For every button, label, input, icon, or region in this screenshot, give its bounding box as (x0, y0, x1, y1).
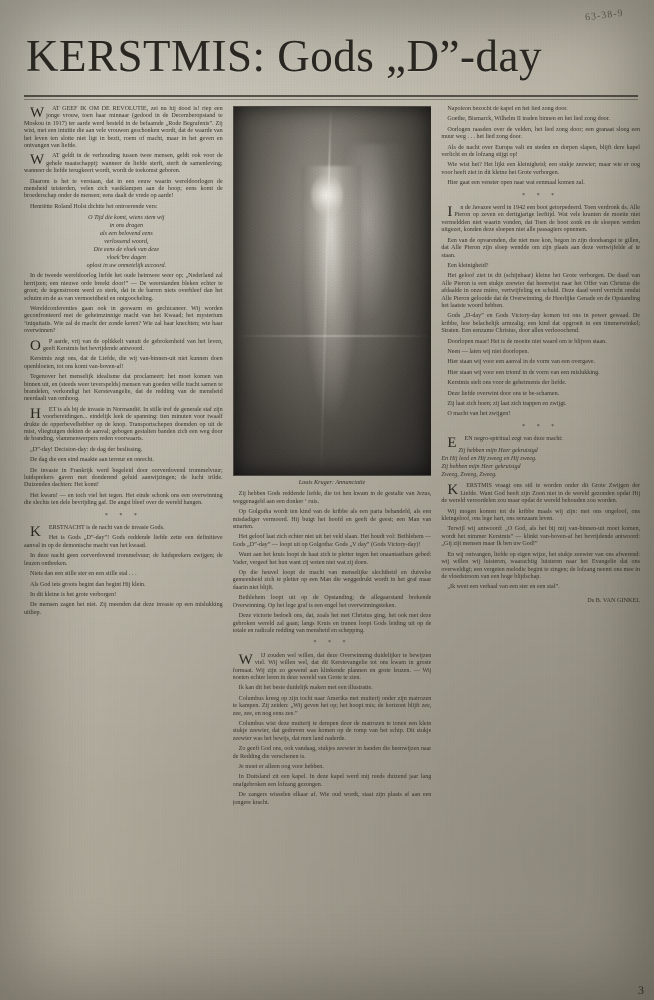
paragraph: „D”-day! Decision-day: de dag der beslissing. (30, 446, 143, 453)
poem-line: oplost in uw onmetelijk accoord. (86, 263, 167, 270)
drop-cap: E (447, 435, 457, 452)
poem-line: verlossend woord, (104, 239, 149, 246)
paragraph: Op die heuvel loopt de macht van menselijke slechtheid en duivelse gemeenheid zich te pletter op een Man die weggedrukt wordt in het graf maar daarin niet blijft. (232, 570, 432, 591)
paragraph: Het geloof laat zich echter niet uit het veld slaan. Het houdt vol: Bethlehem — Gods „D”-day” — loopt uit op Golgotha: Gods „V day” (Gods Victory-day)! (232, 534, 432, 548)
paragraph: Hier gaat een venster open naar wat eenmaal komen zal. (447, 180, 585, 187)
paragraph-with-dropcap: W AT GEEF IK OM DE REVOLUTIE, zei nu hij dood is! riep een jonge vrouw, toen haar minnaar (gedood in de Decemberopstand te Moskou in 1917) ter aarde werd besteld in de befaamde „Rode Begrafenis”. Zij wist, met een intuïtie die aan vele vrouwen geschonken wordt, dat de waarde van het leven ten slotte niet ligt in bezit, roem of macht, maar in het geven en ontvangen van liefde. (24, 106, 223, 150)
paragraph: Wie wist het? Het lijkt een kleinigheid; een stukje zeewier; maar wie er oog voor heeft ziet in dit kleine het Grote verborgen. (441, 162, 641, 176)
song-line: Zij hebben mijn Heer gekruisigd (441, 464, 521, 471)
annunciation-photo (233, 106, 432, 476)
photo-figure (233, 106, 432, 486)
paragraph: Als God iets groots begint dan begint Hij klein. (30, 581, 146, 588)
paragraph: De dag die een eind maakte aan terreur en onrecht. (30, 457, 154, 464)
article-columns (24, 106, 640, 976)
headline-rule (24, 95, 638, 97)
headline-rule-secondary (24, 99, 638, 100)
drop-cap: O (30, 337, 41, 354)
column-two-body (233, 491, 432, 807)
page-number: 3 (638, 983, 644, 997)
paragraph: De zangers wisselen elkaar af. Wie oud wordt, staat zijn plaats af aan een jongere kracht. (232, 792, 432, 806)
poem-line: O Tijd die komt, wiens stem wij (88, 215, 165, 222)
paragraph: Ik kan dit het beste duidelijk maken met een illustratie. (238, 685, 373, 692)
paragraph: In deze nacht geen oorverdovend trommelvuur; de luidsprekers zwijgen; de leuzen ontbreken. (24, 553, 223, 567)
paragraph: Je moet er alleen oog voor hebben. (238, 764, 324, 770)
paragraph: Een van de opvarenden, die niet mee kon, begon in zijn doodsangst te gillen, dat Alle Pieron zijn sloep wendde om zijn plaats aan deze vertwijfelde af te staan. (441, 237, 641, 259)
poem-verse (24, 214, 223, 270)
paragraph: Kerstmis zegt ons, dat de Liefde, die wij van-binnen-uit niet kunnen doen openbloeien, tot ons komt van-boven-af! (24, 356, 223, 370)
song-line: Zweeg, Zweeg, Zweeg. (441, 472, 497, 479)
paragraph: Goethe, Bismarck, Wilhelm II traden binnen en het lied zong door. (447, 116, 610, 123)
paragraph: Kerstmis stelt ons voor de geheimenis der liefde. (447, 380, 567, 387)
paragraph-with-dropcap: W IJ zouden wel willen, dat deze Overwinning duidelijker te bewijzen viel. Wij willen wel, dat dit Kerstevangelie tot ons kwam in groste formaat. Wij zijn zo gewend aan klinkende plannen en grote leuzen. — Wij noeten echter leren in deze wereld van Grote te zien. (232, 651, 432, 681)
paragraph: Het is Gods „D”-day”! Gods reddende liefde zette een definitieve aanval in op de demonische macht van het kwaad. (24, 535, 223, 549)
paragraph-with-dropcap: E EN negro-spiritual zegt van deze macht: (441, 436, 640, 443)
paragraph: Gods „D-day” en Gods Victory-day komen tot ons in power gewaad. De kribbe, hoe belachelijk armzalig; een kind dat opgroeit in een timmerwinkel; Straten. Een eenzame Christus, door allen verlooochend. (441, 313, 641, 335)
column-three-body (441, 106, 640, 592)
paragraph: Zij laat zich hoen; zij laat zich trappen en zwijgt. (447, 401, 567, 407)
paragraph: Deze liefde overwint door ons te be‑schamen. (447, 390, 560, 397)
paragraph: Zij hebben Gods reddende liefde, die tot hen kwam in de gestalte van Jezus, weggenageld aan een donker ‘ ruis. (232, 491, 432, 505)
paragraph: In de tweede wereldoorlog liefde het oude heimwee weer op; „Nederland zal herrijzen; een nieuwe orde breekt door!” — De weerstanden bleken echter te groot; de tegenstroom werd zo sterk, dat in de barren niets overbleef dan het schuim en de as van vermoeidheid en ontgoocheling. (24, 273, 223, 302)
song-line: Zij hebben mijn Heer gekruisigd (458, 447, 538, 454)
drop-cap: W (238, 651, 253, 668)
archive-corner-mark: 63-38-9 (584, 7, 625, 24)
section-divider: * * * (313, 640, 351, 647)
paragraph: Oorlogen raasden over de velden, het lied zong door; een granaat sloeg een muur weg . . . het lied zong door. (441, 126, 641, 141)
paragraph: Het geloof ziet in dit (schijnbaar) kleine het Grote verborgen. De daad van Alle Pieron is een stukje zeewier dat heenwijst naar het Offer van Christus die afdaalde in onze mière, vertwijfeling en schuld. Deze daad werd verricht omdat Alle Pieron gelooide dat de Overwinning, de Heerlijke Genade en de Opstanding het laatste woord hebben. (441, 273, 641, 309)
paragraph: De mensen zagen het niet. Zij meenden dat deze invasie op een mislukking uitliep. (24, 602, 223, 616)
paragraph-with-dropcap: H ET is als bij de invasie in Normandië. In stille tref de generale staf zijn voorbereidingen... eindelijk leek de spanning: tien minuten voor twaalf drukte de opperbevelhebber op de knop. Transportschepen doemden op uit de mist, vliegtuigen dekten de aanval; gebogen gestalten banden zich een weg door de branding, vlammenwerpers reden voorwaarts. (24, 405, 223, 443)
paragraph: Wereldconferenties gaan ook in geswarm en gechicaneer. Wij worden geconfronteerd met de geheimzinnige macht van het Kwaad; het mysterium ‘iniquitatis. Wie zal de macht der zonde keren? Wie zal haar knechten; wie haar overwinnen? (24, 305, 223, 335)
paragraph: Napoleon bezocht de kapel en het lied zong door. (447, 106, 568, 112)
paragraph: In Duitsland zit een kapel. In deze kapel werd mij reeds duizend jaar lang onafgebroken een lofzang gezongen. (232, 774, 432, 788)
masthead (26, 28, 636, 90)
paragraph: Terwijl wij antwoord: „O God, als het bij mij van-binnen-uit moet komen, wordt het nimmer Kerstmis” — klinkt van-boven-af het bevrijdende antwoord: „Gij zijt mensen maar Ik ben uw God!” (441, 526, 641, 548)
column-one (24, 106, 223, 976)
author-signature: Ds B. VAN GINKEL (587, 596, 641, 604)
paragraph: Columbus kreeg op zijn tocht naar Amerika met muiterij onder zijn matrozen te kampen. Zij zeiden: „Wij geven het op; het hoopt mis; de horizont blijft zee, zee, zee, en nog eens zee.” (232, 695, 432, 717)
paragraph: Niets dan een stille ster en een stille stal . . . (30, 571, 137, 578)
section-divider: * * * (522, 192, 560, 199)
song-line: En Hij leed en Hij zweeg en Hij zweeg. (441, 455, 537, 462)
paragraph: Neen — laten wij niet doorlopen. (447, 348, 529, 355)
drop-cap: K (447, 482, 459, 499)
paragraph-with-dropcap: K ERSTMIS vraagt ons stil te worden onder dit Grote Zwijgen der Liefde. Want God heeft zijn Zoon niet in de wereld gezonden opdat Hij de wereld veroordelen zou maar opdat de wereld behouden zou worden. (441, 482, 641, 505)
poem-line: vloek’bre dagen (106, 255, 146, 262)
section-divider: * * * (522, 423, 560, 430)
drop-cap: I (447, 204, 453, 221)
paragraph: Doorlopen maar! Het is de moeite niet waard om te blijven staan. (447, 338, 607, 345)
column-two (233, 106, 432, 976)
paragraph: Want aan het kruis loopt de haat zich te pletter tegen het onaantastbare gebed: Vader, vergeef het hun want zij weten niet wat zij doen. (232, 552, 432, 566)
paragraph: In dit kleine is het grote verborgen! (30, 591, 117, 598)
drop-cap: W (30, 106, 45, 121)
drop-cap: H (30, 405, 41, 422)
paragraph-with-dropcap: O P aarde, vrij van de oplikkelt vanuit de gebrokenheid van het leven, geeft Kerstmis het bevrijdende antwoord. (24, 339, 223, 354)
paragraph: Bethlehem loopt uit op de Opstanding; de allegaarstand brekende Overwinning. Op het lege graf is een engel het overwinningsteken. (232, 595, 432, 609)
drop-cap: K (30, 524, 41, 541)
spiritual-song-block (441, 447, 640, 480)
page-headline: KERSTMIS: Gods „D”-day (26, 31, 542, 81)
column-three (441, 106, 640, 976)
paragraph: Een kleinigheid? (447, 262, 489, 269)
paragraph: En wij ontvangen, liefde op eigen wijze, het stukje zeewier van ons afwerend: wij willen wij luisteren, waarachtig luisteren naar het Evangelie dat ons overweldigt; een vergeten melodie begint te zingen; de lofzang neemt ons mee in de vloedstroom van een hoge blijdschap. (441, 551, 641, 580)
paragraph: Hier staan wij voor een aanval in de vorm van een overgave. (447, 359, 596, 366)
paragraph: De invasie in Frankrijk werd begeleid door oorverdovend trommelvuur; luidsprekers gaven met donderend geluid aanwijzingen; de lucht trilde. Duizenden dachten: Het komt! (24, 467, 223, 489)
paragraph: Wij mogen komen tot de kribbe maals wij zijn: met ons ongeloof, ons kleingeloof, ons lege hart, ons eenzaam leven. (441, 508, 641, 523)
poem-line: Die eens de vloek van deze (93, 247, 160, 254)
paragraph: Het kwam! — en toch viel het tegen. Het einde schonk ons een overwinning die slechts ten dele bevrijding gaf. De angst bleef over de wereld hangen. (24, 492, 223, 507)
poem-line: in ons dragen (109, 223, 144, 230)
paragraph: Henriëtte Roland Holst dichtte het ontroerende vers: (30, 203, 158, 210)
poem-line: als een belovend eens (99, 231, 153, 238)
section-divider: * * * (104, 512, 142, 519)
paragraph: „Ik weet een verhaal van een ster en een stal”. (447, 584, 560, 591)
drop-cap: W (30, 152, 45, 169)
photo-grain (234, 107, 432, 475)
paragraph: Hier staan wij voor een triomf in de vorm van een mislukking. (447, 369, 600, 376)
paragraph: Op Golgotha wordt ten kind van de kribbe als een paria behandeld, als een misdadiger vermoord. Hij buigt het hoofd en geeft de geest; een Man van smarten. (232, 509, 432, 531)
paragraph: Tegenover het menselijk idealisme dat proclameert: het moet komen van binnen uit, en (steeds weer teverspelds) mensen van goeden wille tracht samen te brandelen, verkondigt het Kerstevangelie, dat de redding van de mensheid neerdaalt van omhoog. (24, 374, 223, 403)
paragraph-with-dropcap: K ERSTNACHT is de nacht van de invasie Gods. (24, 525, 223, 532)
paragraph: Als de nacht over Europa valt en steden en dorpen slapen, blijft dere kapel verlicht en de lofzang stijgt op! (441, 144, 641, 159)
paragraph: Columbus wist deze muiterij te dempen door de matrozen te tonen een klein stukje zeewier, dat gedreven was komen op de romp van het schip. Dit stukje zeewier was het bewijs, dat men land naderde. (232, 720, 432, 742)
paragraph: Daarom is het te verstaan, dat in een eeuw waarin wereldoorlogen de mensheid teisterden, velen zich vastklampen aan de hoop; eens komt de broederschap onder de mensen; eens daalt de vrede op aarde! (24, 178, 223, 200)
paragraph-with-dropcap: W AT geldt in de verhouding tussen twee mensen, geldt ook voor de gehele maatschappij: wanneer de liefde sterft, sterft de samenleving; wanneer de liefde terugkeert wordt, wordt de toekomst geboren. (24, 152, 223, 175)
paragraph: O macht van het zwijgen! (447, 411, 511, 418)
paragraph-with-dropcap: I n de Javazee werd in 1942 een boot getorpedeerd. Toen verdronk ds. Alle Pieron op zeven en dertigjarige leeftijd. Wat vele kranten de moeite niet vermeldden niet waarin vonden, dat Toen de boot zonk en de sloepen werden uitgezet, konden deze sloepen niet alle passagiers opnemen. (441, 204, 641, 234)
paragraph: Deze victorie bedoelt ons, dat, zoals het met Christus ging, het ook met deze gebroken wereld zal gaan; langs Kruis en tranen loopt Gods leiding uit op de totale en radicale redding van mensheid en schepping. (232, 613, 432, 634)
paragraph: Zo geeft God ons, ook vandaag, stukjes zeewier in handen die heenwijzen naar de Redding die verschenen is. (232, 746, 432, 760)
photo-caption: Louis Kruger: Annunciatie (298, 479, 366, 486)
